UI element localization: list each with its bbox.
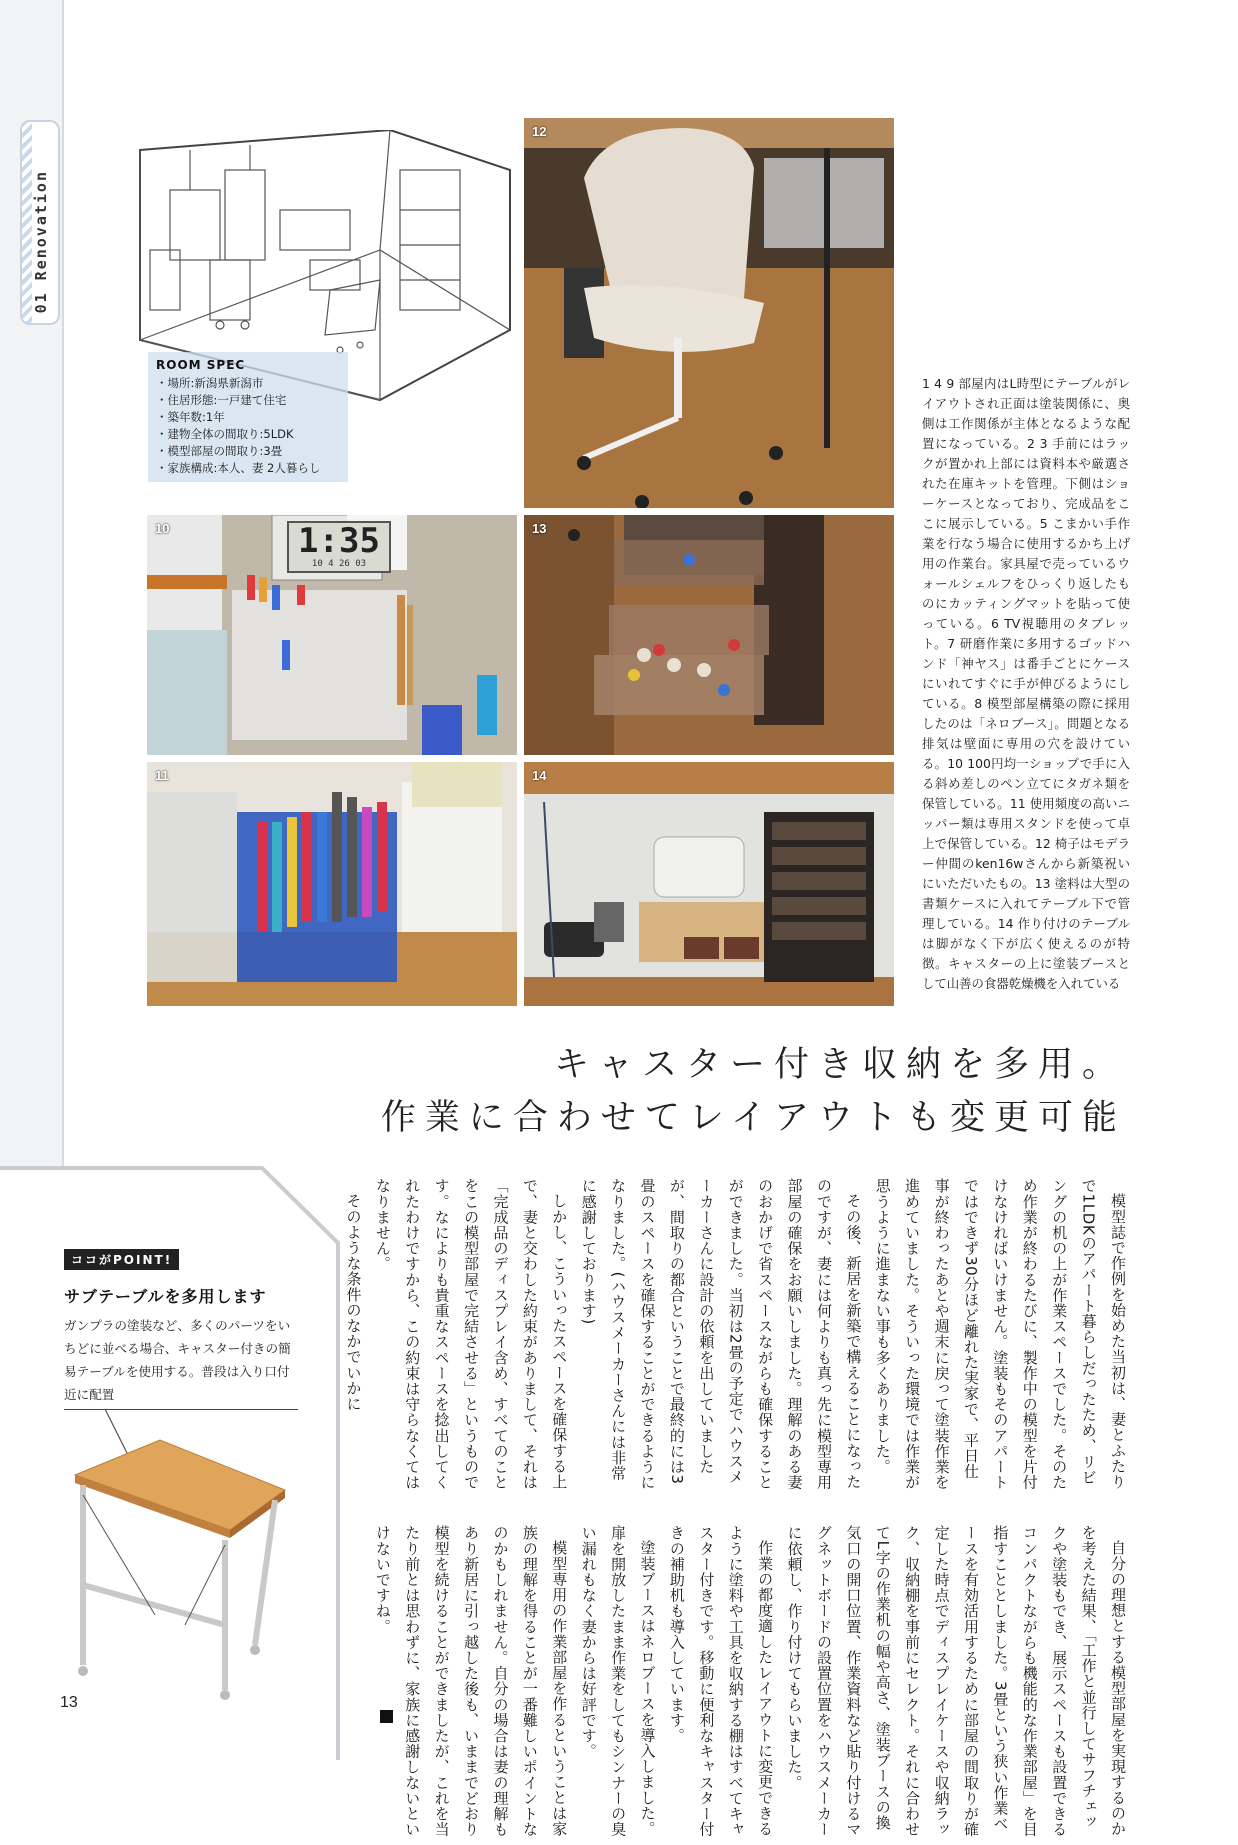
spec-room-layout: ・模型部屋の間取り:3畳 (156, 444, 283, 458)
body-text-lower (372, 1525, 1132, 1845)
spec-location: ・場所:新潟県新潟市 (156, 376, 264, 390)
room-spec-box (148, 352, 348, 482)
body-text-upper (344, 1178, 1132, 1490)
photo-11-number: 11 (155, 768, 169, 783)
photo-14-number: 14 (532, 768, 547, 783)
photo-11-nipper-stand (147, 762, 517, 1006)
photo-10-number: 10 (155, 521, 170, 536)
point-body: ガンプラの塗装など、多くのパーツをいちどに並べる場合、キャスター付きの簡易テーブルを使用する。普段は入り口付近に配置 (64, 1318, 291, 1402)
clock-date: 10 4 26 03 (311, 559, 367, 569)
tab-stripes (22, 122, 32, 323)
body-paragraph: 作業の都度適したレイアウトに変更できるように塗料や工具を収納する棚はすべてキャスター付きです。移動に便利なキャスター付きの補助机も導入しています。 (667, 1525, 775, 1837)
room-spec-title: ROOM SPEC (156, 358, 246, 372)
section-tab (20, 120, 60, 325)
spec-residence: ・住居形態:一戸建て住宅 (156, 393, 287, 407)
spec-building-layout: ・建物全体の間取り:5LDK (156, 427, 294, 441)
photo-10-pen-stands (147, 515, 517, 755)
point-badge: ココがPOINT! (64, 1249, 179, 1270)
spec-family: ・家族構成:本人、妻 2人暮らし (156, 461, 321, 475)
clock-time: 1:35 (298, 521, 380, 561)
photo-12-number: 12 (532, 124, 547, 139)
page-number: 13 (60, 1694, 78, 1711)
body-paragraph: 模型専用の作業部屋を作るということは家族の理解を得ることが一番難しいポイントなのかもしれません。自分の場合は妻の理解もあり新居に引っ越した後も、いままでどおり模型を続けることができましたが、これを当たり前とは思わずに、家族に感謝しないといけないですね。 (373, 1525, 569, 1837)
photo-caption: 1 4 9 部屋内はL時型にテーブルがレイアウトされ正面は塗装関係に、奥側は工作関係が主体となるような配置になっている。2 3 手前にはラックが置かれ上部には資料本や厳選された在庫キットを管理。下側はショーケースとなっており、完成品をここに展示している。5 こまかい手作業を行なう場合に使用するかち上げ用の作業台。家具屋で売っているウォールシェルフをひっくり返したものにカッティングマットを貼って使っている。6 TV視聴用のタブレット。7 研磨作業に多用するゴッドハンド「神ヤス」は番手ごとにケースにいれてすぐに手が伸びるようにしている。8 模型部屋構築の際に採用したのは「ネロブース」。問題となる排気は壁面に専用の穴を設けている。10 100円均一ショップで手に入る斜め差しのペン立てにタガネ類を保管している。11 使用頻度の高いニッパー類は専用スタンドを使って卓上で保管している。12 椅子はモデラー仲間のken16wさんから新築祝いにいただいたもの。13 塗料は大型の書類ケースに入れてテーブル下で管理している。14 作り付けのテーブルは脚がなく下が広く使えるのが特徴。キャスターの上に塗装ブースとして山善の食器乾燥機を入れている (922, 376, 1130, 991)
body-paragraph: 塗装ブースはネロブースを導入しました。扉を開放したまま作業をしてもシンナーの臭い漏れもなく妻からは好評です。 (579, 1525, 657, 1837)
photo-12-chair (524, 118, 894, 508)
clock-display (287, 521, 391, 573)
photo-14-booth-storage (524, 762, 894, 1006)
body-paragraph: その後、新居を新築で構えることになったのですが、妻には何よりも真っ先に模型専用部屋の確保をお願いしました。理解のある妻のおかげで省スペースながらも確保することができました。当初は2畳の予定でハウスメーカーさんに設計の依頼を出していましたが、間取りの都合ということで最終的には3畳のスペースを確保することができるようになりました。(ハウスメーカーさんには非常に感謝しております) (579, 1178, 863, 1490)
body-paragraph: 模型誌で作例を始めた当初は、妻とふたりで1LDKのアパート暮らしだったため、リビングの机の上が作業スペースでした。そのため作業が終わるたびに、製作中の模型を片付けなければいけません。塗装もそのアパートではできず30分ほど離れた実家で、平日仕事が終わったあとや週末に戻って塗装作業を進めていました。そういった環境では作業が思うように進まない事も多くありました。 (873, 1178, 1127, 1490)
photo-13-number: 13 (532, 521, 547, 536)
photo-13-paint-drawers (524, 515, 894, 755)
body-paragraph: 自分の理想とする模型部屋を実現するのかを考えた結果、「工作と並行してサフチェックや塗装もでき、展示スペースも設置できるコンパクトながらも機能的な作業部屋」を目指すこととしました。3畳という狭い作業ベースを有効活用するために部屋の間取りが確定した時点でディスプレイケースや収納ラック、収納棚を事前にセレクト。それに合わせてL字の作業机の幅や高さ、塗装ブースの換気口の開口位置、作業資料など貼り付けるマグネットボードの設置位置をハウスメーカーに依頼し、作り付けてもらいました。 (785, 1525, 1127, 1837)
point-title: サブテーブルを多用します (64, 1287, 267, 1306)
section-tab-label: 01 Renovation (32, 169, 50, 313)
body-paragraph: そのような条件のなかでいかに (344, 1193, 363, 1412)
side-table-illustration (35, 1435, 290, 1705)
end-mark (380, 1710, 393, 1723)
spec-age: ・築年数:1年 (156, 410, 225, 424)
headline-line-2: 作業に合わせてレイアウトも変更可能 (380, 1098, 1126, 1138)
body-paragraph: しかし、こういったスペースを確保する上で、妻と交わした約束がありまして、それは「完成品のディスプレイ含め、すべてのことをこの模型部屋で完結させる」というものです。なによりも貴重なスペースを捻出してくれたわけですから、この約束は守らなくてはなりません。 (373, 1178, 569, 1490)
headline-line-1: キャスター付き収納を多用。 (553, 1045, 1126, 1085)
